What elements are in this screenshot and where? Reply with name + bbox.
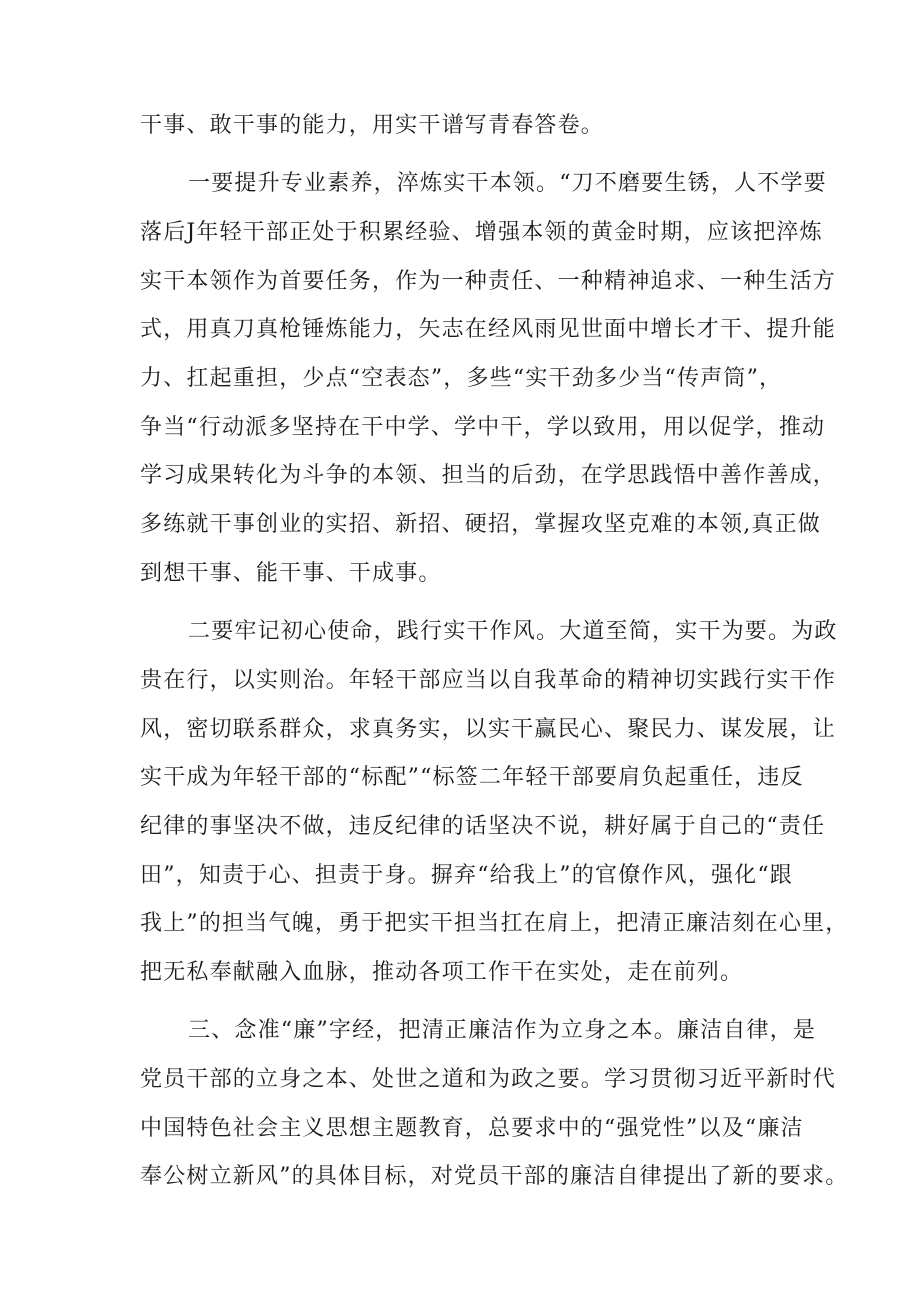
text-line-3: 落后J年轻干部正处于积累经验、增强本领的黄金时期，应该把淬炼 [140,220,823,245]
text-line-13: 风，密切联系群众，求真务实，以实干赢民心、聚民力、谋发展，让 [140,717,837,742]
text-line-12: 贵在行，以实则治。年轻干部应当以自我革命的精神切实践行实干作 [140,668,837,693]
text-line-19: 三、念准“廉”字经，把清正廉洁作为立身之本。廉洁自律，是 [188,1018,817,1043]
text-line-9: 多练就干事创业的实招、新招、硬招，掌握攻坚克难的本领,真正做 [140,512,821,537]
text-line-6: 力、扛起重担，少点“空表态”，多些“实干劲多少当“传声筒”， [140,366,783,391]
text-line-22: 奉公树立新风”的具体目标，对党员干部的廉洁自律提出了新的要求。 [140,1164,849,1189]
text-line-16: 田”，知责于心、担责于身。摒弃“给我上”的官僚作风，强化“跟 [140,863,793,888]
text-line-1: 干事、敢干事的能力，用实干谱写青春答卷。 [140,113,605,138]
text-line-15: 纪律的事坚决不做，违反纪律的话坚决不说，耕好属于自己的“责任 [140,814,826,839]
text-line-18: 把无私奉献融入血脉，推动各项工作干在实处，走在前列。 [140,960,744,985]
text-line-17: 我上”的担当气魄，勇于把实干担当扛在肩上，把清正廉洁刻在心里， [140,911,849,936]
text-line-11: 二要牢记初心使命，践行实干作风。大道至简，实干为要。为政 [188,619,838,644]
text-line-14: 实干成为年轻干部的“标配”“标签二年轻干部要肩负起重任，违反 [140,765,804,790]
text-line-5: 式，用真刀真枪锤炼能力，矢志在经风雨见世面中增长才干、提升能 [140,317,837,342]
text-line-20: 党员干部的立身之本、处世之道和为政之要。学习贯彻习近平新时代 [140,1067,837,1092]
text-line-8: 学习成果转化为斗争的本领、担当的后劲，在学思践悟中善作善成， [140,463,837,488]
text-line-4: 实干本领作为首要任务，作为一种责任、一种精神追求、一种生活方 [140,269,837,294]
text-line-10: 到想干事、能干事、干成事。 [140,561,442,586]
text-line-2: 一要提升专业素养，淬炼实干本领。“刀不磨要生锈，人不学要 [188,171,827,196]
text-line-21: 中国特色社会主义思想主题教育，总要求中的“强党性”以及“廉洁 [140,1116,804,1141]
text-line-7: 争当“行动派多坚持在干中学、学中干，学以致用，用以促学，推动 [140,415,826,440]
